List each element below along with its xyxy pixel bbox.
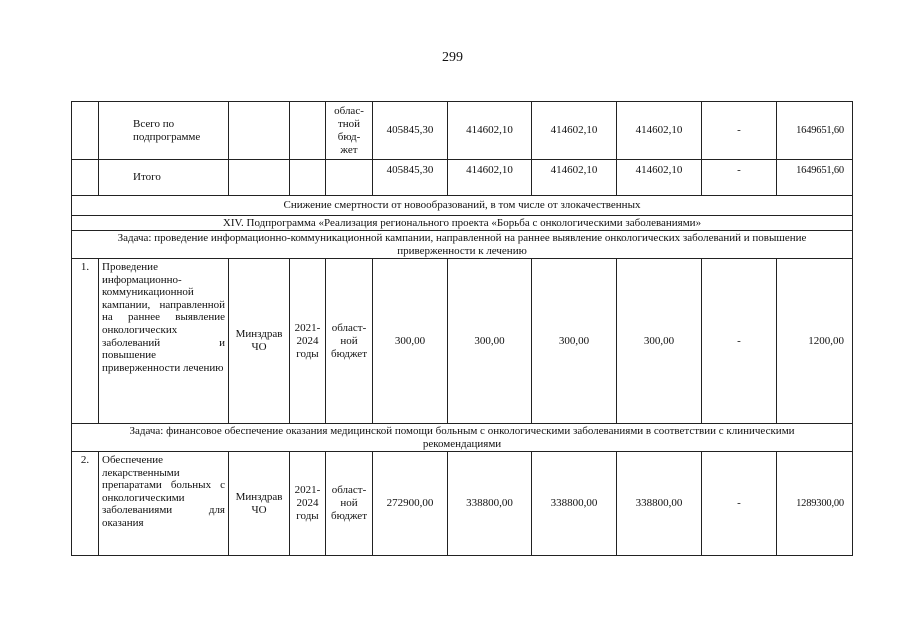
item-number: 1. xyxy=(72,259,99,424)
label-cell xyxy=(99,160,229,196)
value-total: 1200,00 xyxy=(777,259,853,424)
table-row-task xyxy=(72,424,853,452)
task-2: Задача: финансовое обеспечение оказания медицинской помощи больным с онкологическими заболеваниями в соответствии с клиническими рекомендациями xyxy=(72,424,853,452)
subprogram-title: XIV. Подпрограмма «Реализация регионального проекта «Борьба с онкологическими заболеваниями» xyxy=(72,216,853,231)
value-2023: 300,00 xyxy=(532,259,617,424)
budget-table xyxy=(71,101,853,556)
num-cell xyxy=(72,160,99,196)
item-executor: Минздрав ЧО xyxy=(229,259,290,424)
task-1: Задача: проведение информационно-коммуникационной кампании, направленной на раннее выявление онкологических заболеваний и повышение приверженности к лечению xyxy=(72,231,853,259)
value-2022: 300,00 xyxy=(448,259,532,424)
row-label: Итого xyxy=(133,171,161,183)
table-row-subprogram xyxy=(72,216,853,231)
value-dash: - xyxy=(702,259,777,424)
item-source: област- ной бюджет xyxy=(326,452,373,556)
value-2021: 405845,30 xyxy=(373,160,448,196)
value-2023: 414602,10 xyxy=(532,160,617,196)
table-row-item-1 xyxy=(72,259,853,424)
page-number: 299 xyxy=(442,50,463,65)
value-2024: 414602,10 xyxy=(617,160,702,196)
value-2022: 414602,10 xyxy=(448,160,532,196)
value-total: 1289300,00 xyxy=(777,452,853,556)
value-2024: 300,00 xyxy=(617,259,702,424)
executor-cell xyxy=(229,160,290,196)
value-2022: 414602,10 xyxy=(448,102,532,160)
table-row-total xyxy=(72,160,853,196)
value-2021: 272900,00 xyxy=(373,452,448,556)
period-cell xyxy=(290,102,326,160)
source-cell xyxy=(326,160,373,196)
executor-cell xyxy=(229,102,290,160)
section-title: Снижение смертности от новообразований, в том числе от злокачественных xyxy=(72,196,853,216)
value-2021: 300,00 xyxy=(373,259,448,424)
item-name: Обеспечение лекарственными препаратами больных с онкологическими заболеваниями для оказания xyxy=(99,452,229,556)
value-2022: 338800,00 xyxy=(448,452,532,556)
item-period: 2021- 2024 годы xyxy=(290,259,326,424)
item-period: 2021- 2024 годы xyxy=(290,452,326,556)
num-cell xyxy=(72,102,99,160)
value-total: 1649651,60 xyxy=(777,160,853,196)
item-name: Проведение информационно-коммуникационной кампании, направленной на раннее выявление онкологических заболеваний и повышение приверженности лечению xyxy=(99,259,229,424)
value-dash: - xyxy=(702,452,777,556)
period-cell xyxy=(290,160,326,196)
source-cell: облас- тной бюд- жет xyxy=(326,102,373,160)
table-row-subtotal xyxy=(72,102,853,160)
value-2023: 338800,00 xyxy=(532,452,617,556)
value-dash: - xyxy=(702,160,777,196)
row-label: Всего по подпрограмме xyxy=(133,117,201,143)
value-2024: 414602,10 xyxy=(617,102,702,160)
table-row-item-2 xyxy=(72,452,853,556)
value-dash: - xyxy=(702,102,777,160)
item-executor: Минздрав ЧО xyxy=(229,452,290,556)
label-cell xyxy=(99,102,229,160)
item-source: област- ной бюджет xyxy=(326,259,373,424)
value-2024: 338800,00 xyxy=(617,452,702,556)
table-row-section xyxy=(72,196,853,216)
value-2023: 414602,10 xyxy=(532,102,617,160)
value-2021: 405845,30 xyxy=(373,102,448,160)
item-number: 2. xyxy=(72,452,99,556)
table-row-task xyxy=(72,231,853,259)
value-total: 1649651,60 xyxy=(777,102,853,160)
